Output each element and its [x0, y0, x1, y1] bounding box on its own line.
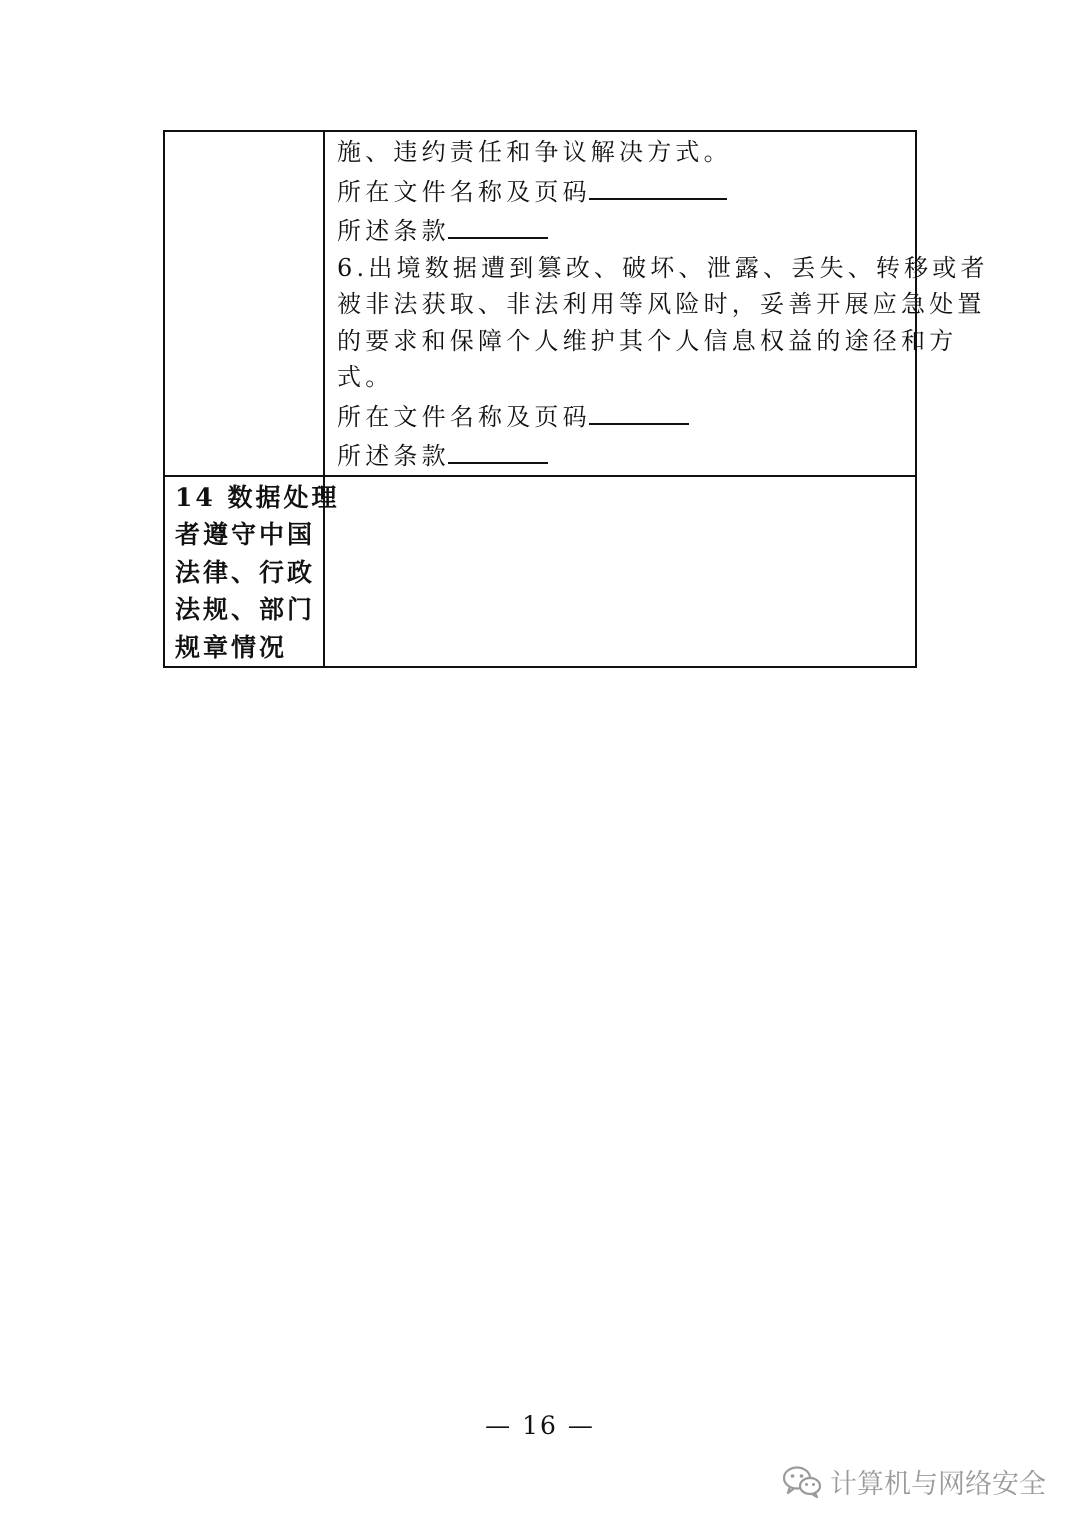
page-number: — 16 —	[485, 1411, 595, 1440]
row-label-line: 法规、部门	[175, 595, 316, 624]
field-label: 所述条款	[337, 217, 450, 245]
form-table	[163, 130, 989, 668]
content-line: 被非法获取、非法利用等风险时，妥善开展应急处置	[337, 290, 986, 318]
row-label-line: 14 数据处理	[175, 482, 340, 512]
table-row	[164, 131, 916, 476]
content-line: 的要求和保障个人维护其个人信息权益的途径和方	[337, 326, 958, 355]
watermark	[782, 1462, 1046, 1501]
file-name-blank[interactable]	[589, 171, 727, 200]
content-line: 6.出境数据遭到篡改、破坏、泄露、丢失、转移或者	[337, 253, 989, 282]
field-label: 所在文件名称及页码	[337, 177, 591, 206]
row1-content-cell	[324, 131, 989, 476]
field-label: 所在文件名称及页码	[337, 402, 591, 431]
field-label: 所述条款	[337, 442, 450, 470]
wechat-icon	[782, 1465, 822, 1499]
row-label-line: 者遵守中国	[175, 520, 316, 549]
content-line: 式。	[337, 363, 394, 391]
row-label-line: 法律、行政	[175, 557, 316, 587]
clause-blank[interactable]	[448, 210, 548, 239]
row2-content-cell[interactable]	[324, 476, 916, 668]
field-line	[337, 435, 905, 475]
row-label-line: 规章情况	[175, 632, 288, 662]
clause-blank[interactable]	[448, 435, 548, 464]
watermark-text: 计算机与网络安全	[830, 1469, 1046, 1500]
row2-label-cell	[164, 476, 340, 668]
table-row	[164, 476, 916, 668]
field-line	[337, 396, 905, 436]
content-line: 施、违约责任和争议解决方式。	[337, 138, 732, 166]
field-line	[337, 171, 905, 211]
field-line	[337, 210, 905, 250]
file-name-blank[interactable]	[589, 396, 689, 425]
row1-label-cell	[164, 131, 324, 476]
